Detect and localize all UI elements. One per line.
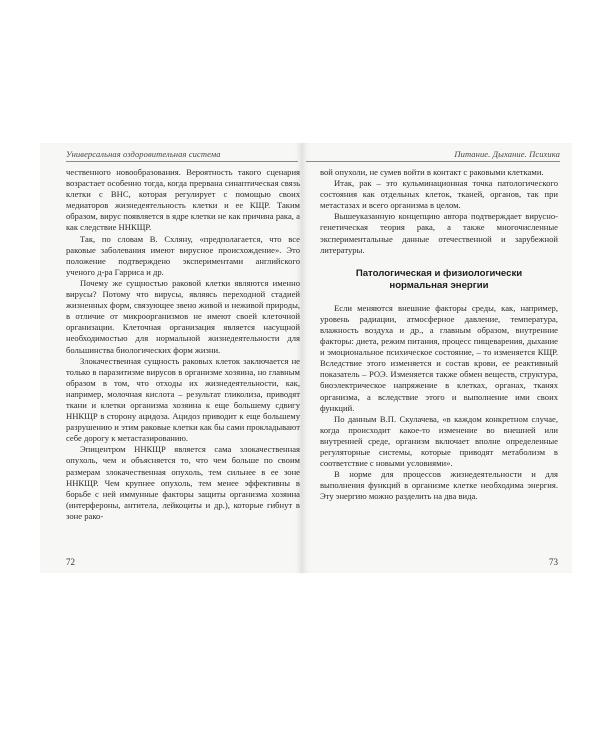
left-running-head: Универсальная оздоровительная система bbox=[66, 149, 221, 159]
right-paragraph-4: Если меняются внешние факторы среды, как, например, уровень радиации, атмосферное давление, температура, влажность воздуха и др., а главным образом, внутренние факторы: диета, режим питания, процесс пищеварения, дыхание и эмоциональное психическое состояние, – то изменяется КЩР. Вследствие этого изменяется и состав крови, ее реактивный показатель – РОЭ. Изменяется также обмен веществ, структура, биоэлектрическое напряжение в клетках, органах, тканях организма, а вследствие этого и выполнение ими своих функций. bbox=[320, 302, 558, 413]
left-paragraph-5: Эпицентром ННКЩР является сама злокачественная опухоль, чем и объясняется то, что чем больше по своим размерам злокачественная опухоль, тем сильнее в ее зоне ННКЩР. Чем крупнее опухоль, тем менее эффективны в борьбе с ней иммунные факторы защиты организма хозяина (интерфероны, антитела, лейкоциты и др.), которые гибнут в зоне рако- bbox=[66, 444, 300, 521]
left-paragraph-3: Почему же сущностью раковой клетки являются именно вирусы? Потому что вирусы, являясь переходной стадией жизненных форм, связующее звено живой и неживой природы, в отличие от микроорганизмов не имеют своей клеточной организации. Клеточная организация является насущной необходимостью для нормальной жизнедеятельности для большинства биологических форм жизни. bbox=[66, 277, 300, 355]
right-paragraph-3: Вышеуказанную концепцию автора подтверждает вирусно-генетическая теория рака, а также многочисленные экспериментальные данные отечественной и зарубежной литературы. bbox=[320, 211, 558, 255]
left-body-text bbox=[66, 167, 300, 522]
right-body-text bbox=[320, 167, 558, 502]
right-header-rule bbox=[306, 161, 560, 162]
left-paragraph-1: чественного новообразования. Вероятность такого сценария возрастает особенно тогда, когда прервана синаптическая связь клетки с ВНС, которая регулирует с помощью своих медиаторов жизнедеятельность клетки и ее КЩР. Таким образом, вирус появляется в ядре клетки не как причина рака, а как следствие ННКЩР. bbox=[66, 167, 300, 233]
right-paragraph-2: Итак, рак – это кульминационная точка патологического состояния как отдельных клеток, тканей, органов, так при метастазах и всего организма в целом. bbox=[320, 178, 558, 211]
section-title-line-1: Патологическая и физиологически bbox=[355, 267, 523, 279]
left-paragraph-2: Так, по словам В. Схляну, «предполагается, что все раковые заболевания имеют вирусное происхождение». Это положение подтверждено экспериментами английского ученого д-ра Гарриса и др. bbox=[66, 233, 300, 277]
right-paragraph-6: В норме для процессов жизнедеятельности и для выполнения функций в организме клетке необходима энергия. Эту энергию можно разделить на два вида. bbox=[320, 469, 558, 502]
right-running-head: Питание. Дыхание. Психика bbox=[454, 149, 560, 159]
right-paragraph-5: По данным В.П. Скулачева, «в каждом конкретном случае, когда происходит какое-то изменение во внешней или внутренней среде, организм включает вполне определенные регуляторные системы, которые приводят метаболизм в соответствие с новыми условиями». bbox=[320, 413, 558, 469]
right-paragraph-1: вой опухоли, не сумев войти в контакт с раковыми клетками. bbox=[320, 167, 544, 177]
left-header-rule bbox=[66, 161, 298, 162]
right-page-number: 73 bbox=[549, 557, 558, 567]
left-page bbox=[40, 143, 302, 573]
left-page-number: 72 bbox=[66, 557, 75, 567]
left-paragraph-4: Злокачественная сущность раковых клеток заключается не только в паразитизме вирусов в организме хозяина, но главным образом в том, что отходы их жизнедеятельности, как, например, молочная кислота – результат гликолиза, приводят ткани и клетки организма хозяина к еще большему сдвигу ННКЩР в сторону ацидоза. Ацидоз приводит к еще большему разрушению и этим раковые клетки как бы сами прокладывают себе дорогу к метастазированию. bbox=[66, 355, 300, 444]
section-title bbox=[320, 268, 558, 293]
right-page bbox=[302, 143, 572, 573]
section-title-line-2: нормальная энергии bbox=[389, 280, 489, 292]
